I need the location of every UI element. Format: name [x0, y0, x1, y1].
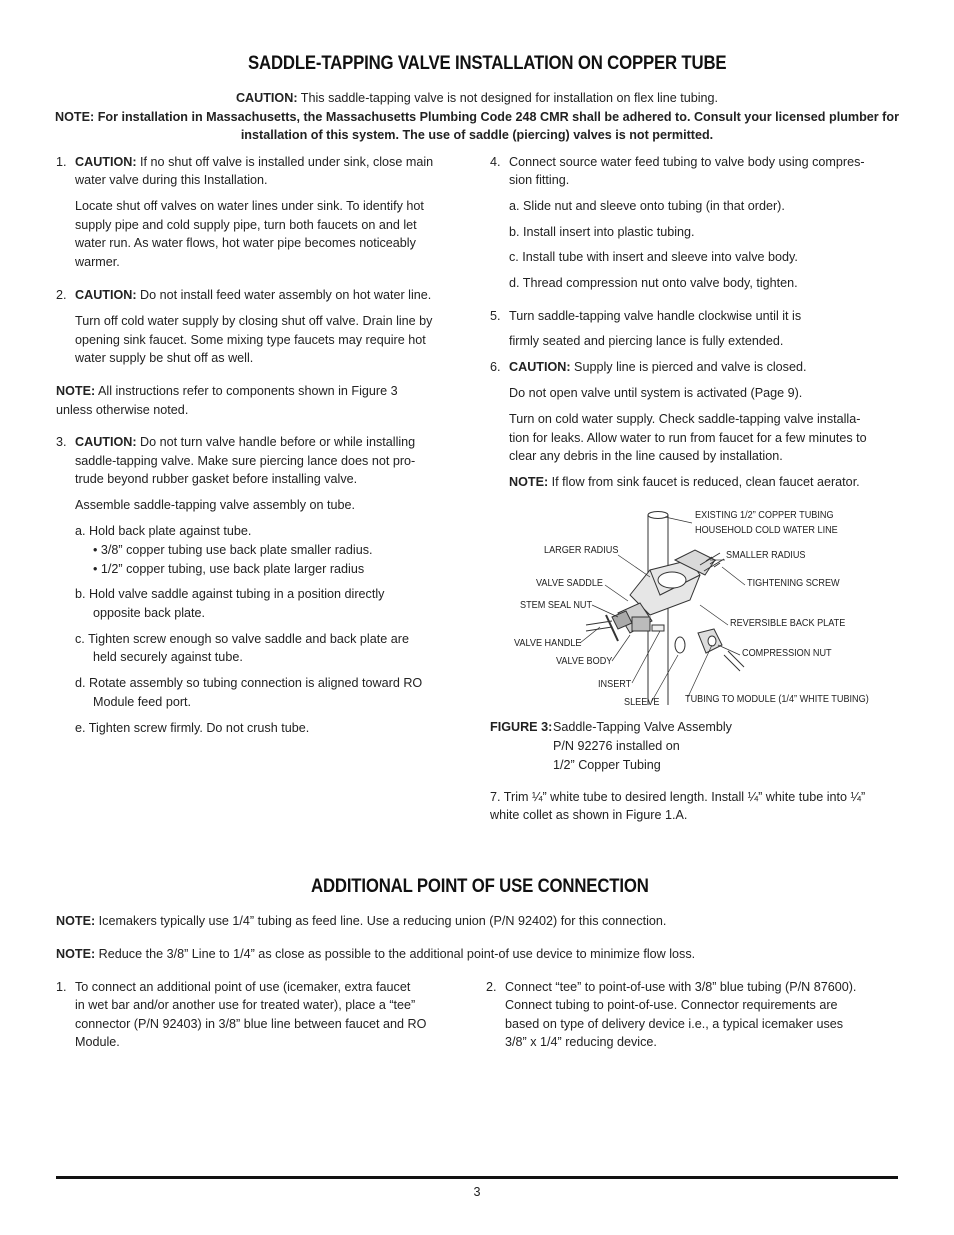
substep-a: a. Hold back plate against tube. [75, 524, 252, 538]
substep-a-bullet1: • 3/8” copper tubing use back plate smaller radius. [93, 543, 373, 557]
substep-d-line1: d. Rotate assembly so tubing connection is aligned toward RO [75, 676, 423, 690]
step-3-line3: trude beyond rubber gasket before installing valve. [75, 472, 358, 486]
section2-item1-line2: in wet bar and/or another use for treated water), place a “tee” [75, 998, 416, 1012]
step-1-para2-line1: Locate shut off valves on water lines under sink. To identify hot [75, 199, 424, 213]
section2-item2-line4: 3/8” x 1/4” reducing device. [505, 1035, 657, 1049]
section2-item2-number: 2. [486, 980, 497, 994]
step-1-para2-line3: water run. As water flows, hot water pipe becomes noticeably [75, 236, 416, 250]
label-existing-tubing-2: HOUSEHOLD COLD WATER LINE [695, 525, 838, 536]
section2-note2 [56, 945, 695, 964]
step-2-para2-line3: water supply be shut off as well. [75, 351, 254, 365]
label-valve-handle: VALVE HANDLE [514, 638, 582, 649]
label-valve-saddle: VALVE SADDLE [536, 578, 604, 589]
section-title-point-of-use: ADDITIONAL POINT OF USE CONNECTION [311, 875, 649, 897]
step-2-number: 2. [56, 288, 67, 302]
step-6-para3-line2: tion for leaks. Allow water to run from faucet for a few minutes to [509, 431, 867, 445]
step-3-text: Do not turn valve handle before or while installing [136, 435, 416, 449]
step-1-line2: water valve during this Installation. [75, 173, 268, 187]
section2-item1-line3: connector (P/N 92403) in 3/8” blue line between faucet and RO [75, 1017, 427, 1031]
step-7-line2: white collet as shown in Figure 1.A. [490, 808, 688, 822]
substep-b-line1: b. Hold valve saddle against tubing in a position directly [75, 587, 385, 601]
section2-item2-line3: based on type of delivery device i.e., a typical icemaker uses [505, 1017, 844, 1031]
step-3-line2: saddle-tapping valve. Make sure piercing lance does not pro- [75, 454, 416, 468]
step-5-number: 5. [490, 309, 501, 323]
section2-note1-label: NOTE: [56, 914, 96, 928]
label-insert: INSERT [598, 679, 632, 690]
step-1-para2-line4: warmer. [75, 255, 120, 269]
label-stem-seal-nut: STEM SEAL NUT [520, 600, 593, 611]
step-6-para2: Do not open valve until system is activated (Page 9). [509, 386, 803, 400]
label-tightening-screw: TIGHTENING SCREW [747, 578, 840, 589]
section2-item1-line1: To connect an additional point of use (icemaker, extra faucet [75, 980, 411, 994]
label-existing-tubing-1: EXISTING 1/2” COPPER TUBING [695, 510, 834, 521]
step-5-line1: Turn saddle-tapping valve handle clockwise until it is [509, 309, 802, 323]
note-label: NOTE: [56, 384, 96, 398]
step-4-line2: sion fitting. [509, 173, 570, 187]
substep-c-line1: c. Tighten screw enough so valve saddle and back plate are [75, 632, 409, 646]
label-reversible-back-plate: REVERSIBLE BACK PLATE [730, 618, 846, 629]
substep-b-line2: opposite back plate. [93, 606, 206, 620]
step-6-caution: CAUTION: [509, 360, 571, 374]
step-6-note-text: If flow from sink faucet is reduced, clean faucet aerator. [548, 475, 860, 489]
step-4a: a. Slide nut and sleeve onto tubing (in that order). [509, 199, 785, 213]
substep-e: e. Tighten screw firmly. Do not crush tube. [75, 721, 310, 735]
massachusetts-note-line1: NOTE: For installation in Massachusetts, the Massachusetts Plumbing Code 248 CMR shall be adhered to. Consult your licensed plumber for [55, 110, 899, 124]
step-3-caution: CAUTION: [75, 435, 137, 449]
step-6-line1 [509, 358, 806, 377]
section2-item1-line4: Module. [75, 1035, 120, 1049]
step-2-line1 [75, 286, 431, 305]
step-2-text: Do not install feed water assembly on hot water line. [136, 288, 432, 302]
page-number: 3 [473, 1185, 481, 1199]
footer-rule [56, 1176, 898, 1179]
step-4-line1: Connect source water feed tubing to valve body using compres- [509, 155, 865, 169]
substep-a-bullet2: • 1/2” copper tubing, use back plate larger radius [93, 562, 365, 576]
step-3-assemble: Assemble saddle-tapping valve assembly on tube. [75, 498, 356, 512]
section2-item2-line2: Connect tubing to point-of-use. Connector requirements are [505, 998, 838, 1012]
label-tubing-to-module: TUBING TO MODULE (1/4” WHITE TUBING) [685, 694, 869, 705]
step-3-number: 3. [56, 435, 67, 449]
figure-3-diagram [500, 505, 900, 715]
label-smaller-radius: SMALLER RADIUS [726, 550, 806, 561]
step-6-note-label: NOTE: [509, 475, 549, 489]
step-1-number: 1. [56, 155, 67, 169]
section-title-saddle-valve: SADDLE-TAPPING VALVE INSTALLATION ON COPPER TUBE [248, 52, 727, 74]
step-1-line1 [75, 153, 433, 172]
caution-label: CAUTION: [235, 91, 298, 105]
section2-note1 [56, 912, 666, 931]
note-line1 [56, 382, 398, 401]
step-5-line2: firmly seated and piercing lance is fully extended. [509, 334, 784, 348]
step-4d: d. Thread compression nut onto valve body, tighten. [509, 276, 798, 290]
label-sleeve: SLEEVE [624, 697, 660, 708]
note-line2: unless otherwise noted. [56, 403, 189, 417]
caution-text: This saddle-tapping valve is not designed for installation on flex line tubing. [297, 91, 719, 105]
step-4b: b. Install insert into plastic tubing. [509, 225, 695, 239]
figure-3-caption-line3: 1/2” Copper Tubing [553, 758, 661, 772]
note-text: All instructions refer to components shown in Figure 3 [95, 384, 398, 398]
figure-3-caption-line2: P/N 92276 installed on [553, 739, 680, 753]
step-7-line1: 7. Trim ¼” white tube to desired length. Install ¼” white tube into ¼” [490, 790, 866, 804]
step-2-para2-line1: Turn off cold water supply by closing shut off valve. Drain line by [75, 314, 433, 328]
substep-d-line2: Module feed port. [93, 695, 192, 709]
step-6-note [509, 473, 860, 492]
step-6-number: 6. [490, 360, 501, 374]
step-1-para2-line2: supply pipe and cold supply pipe, turn both faucets on and let [75, 218, 417, 232]
step-2-caution: CAUTION: [75, 288, 137, 302]
section2-note2-text: Reduce the 3/8” Line to 1/4” as close as possible to the additional point-of use device to minimize flow loss. [95, 947, 696, 961]
label-compression-nut: COMPRESSION NUT [742, 648, 832, 659]
step-2-para2-line2: opening sink faucet. Some mixing type faucets may require hot [75, 333, 426, 347]
step-4-number: 4. [490, 155, 501, 169]
caution-line [0, 89, 954, 108]
section2-item2-line1: Connect “tee” to point-of-use with 3/8” blue tubing (P/N 87600). [505, 980, 857, 994]
figure-3-label: FIGURE 3: [490, 720, 553, 734]
section2-note1-text: Icemakers typically use 1/4” tubing as feed line. Use a reducing union (P/N 92402) for this connection. [95, 914, 667, 928]
substep-c-line2: held securely against tube. [93, 650, 243, 664]
step-6-text: Supply line is pierced and valve is closed. [570, 360, 807, 374]
massachusetts-note-line2: installation of this system. The use of saddle (piercing) valves is not permitted. [240, 128, 714, 142]
step-1-caution: CAUTION: [75, 155, 137, 169]
label-valve-body: VALVE BODY [556, 656, 613, 667]
step-6-para3-line1: Turn on cold water supply. Check saddle-tapping valve installa- [509, 412, 861, 426]
step-3-line1 [75, 433, 415, 452]
section2-item1-number: 1. [56, 980, 67, 994]
step-1-text: If no shut off valve is installed under sink, close main [136, 155, 434, 169]
label-larger-radius: LARGER RADIUS [544, 545, 619, 556]
step-4c: c. Install tube with insert and sleeve into valve body. [509, 250, 798, 264]
section2-note2-label: NOTE: [56, 947, 96, 961]
step-6-para3-line3: clear any debris in the line caused by installation. [509, 449, 783, 463]
figure-3-caption-line1: Saddle-Tapping Valve Assembly [553, 720, 732, 734]
